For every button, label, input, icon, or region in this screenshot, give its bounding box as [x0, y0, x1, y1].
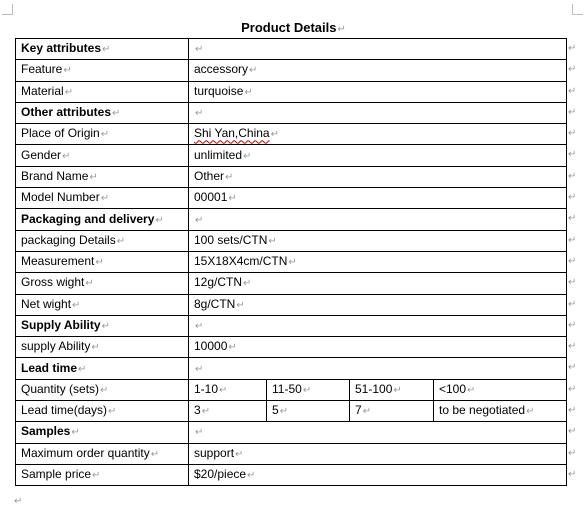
row-end-mark: ↵ — [568, 426, 577, 438]
row-value: 11-50 — [272, 381, 302, 396]
row-value-cell — [189, 379, 267, 400]
row-label: supply Ability — [21, 339, 91, 354]
row-label: Key attributes — [21, 41, 102, 56]
row-value-cell — [350, 379, 434, 400]
paragraph-mark: ↵ — [112, 108, 121, 120]
paragraph-mark: ↵ — [279, 406, 289, 418]
paragraph-mark: ↵ — [78, 363, 87, 375]
row-label: Gross wight — [21, 275, 85, 290]
paragraph-mark: ↵ — [101, 321, 110, 332]
product-details-table — [15, 38, 567, 486]
paragraph-mark: ↵ — [195, 44, 204, 56]
row-label: Packaging and delivery — [21, 211, 155, 226]
row-label-cell — [16, 379, 189, 400]
row-end-mark: ↵ — [568, 298, 577, 310]
row-value-cell — [189, 294, 567, 315]
paragraph-mark: ↵ — [270, 129, 279, 141]
row-label-cell — [16, 188, 189, 209]
row-label-cell — [16, 401, 189, 422]
section-header-row — [16, 315, 567, 336]
row-label-cell — [16, 145, 189, 166]
row-value-cell — [434, 401, 567, 422]
row-end-marks — [568, 38, 582, 485]
paragraph-mark: ↵ — [235, 448, 244, 460]
paragraph-mark: ↵ — [201, 406, 211, 418]
row-label-cell — [16, 39, 189, 60]
section-header-row — [16, 102, 567, 123]
row-value: turquoise — [194, 83, 244, 98]
paragraph-mark: ↵ — [71, 427, 80, 439]
table-row — [16, 60, 567, 81]
row-label-cell — [16, 166, 189, 187]
row-label-cell — [16, 443, 189, 464]
paragraph-mark: ↵ — [102, 44, 111, 56]
row-label-cell — [16, 124, 189, 145]
row-label: packaging Details — [21, 232, 116, 247]
row-value-cell — [189, 337, 567, 358]
row-end-mark: ↵ — [568, 319, 577, 331]
row-label: Net wight — [21, 296, 72, 311]
row-end-mark: ↵ — [568, 277, 577, 289]
paragraph-mark: ↵ — [108, 406, 117, 418]
row-label-cell — [16, 230, 189, 251]
row-label-cell — [16, 81, 189, 102]
row-value: 51-100 — [355, 381, 393, 396]
paragraph-mark: ↵ — [100, 193, 110, 205]
paragraph-mark: ↵ — [362, 406, 372, 418]
row-end-mark: ↵ — [568, 234, 577, 246]
row-value-cell — [267, 401, 350, 422]
paragraph-mark: ↵ — [195, 363, 204, 375]
table-row — [16, 124, 567, 145]
row-end-mark: ↵ — [568, 383, 577, 395]
table-row — [16, 401, 567, 422]
row-value: 00001 — [194, 190, 228, 205]
row-value: 100 sets/CTN — [194, 232, 268, 247]
row-value-cell — [189, 251, 567, 272]
row-end-mark: ↵ — [568, 43, 577, 54]
row-label: Quantity (sets) — [21, 381, 100, 396]
row-label: Measurement — [21, 254, 95, 269]
row-value-cell — [189, 188, 567, 209]
row-end-mark: ↵ — [568, 341, 577, 353]
row-end-mark: ↵ — [568, 255, 577, 267]
row-end-mark: ↵ — [568, 405, 577, 417]
row-label: Model Number — [21, 190, 100, 205]
paragraph-mark: ↵ — [219, 384, 228, 396]
row-value: unlimited — [194, 147, 243, 162]
row-value: to be negotiated — [439, 403, 526, 418]
paragraph-mark: ↵ — [155, 214, 164, 226]
paragraph-mark: ↵ — [236, 299, 245, 311]
row-label-cell — [16, 358, 189, 379]
row-value: Other — [194, 168, 225, 183]
row-value: <100 — [439, 381, 467, 396]
row-label: Supply Ability — [21, 318, 101, 332]
row-value: 5 — [272, 403, 279, 418]
row-value-cell — [189, 422, 567, 443]
paragraph-mark: ↵ — [72, 299, 81, 311]
row-end-mark: ↵ — [568, 85, 577, 97]
section-header-row — [16, 209, 567, 230]
row-end-mark: ↵ — [568, 447, 577, 459]
crop-mark-top-right — [572, 4, 583, 15]
row-value: accessory — [194, 62, 249, 77]
row-label: Feature — [21, 62, 63, 77]
row-value-cell — [189, 145, 567, 166]
row-label-cell — [16, 422, 189, 443]
paragraph-mark: ↵ — [116, 235, 126, 247]
row-label: Maximum order quantity — [21, 445, 150, 460]
paragraph-mark: ↵ — [225, 171, 234, 183]
row-value: Shi Yan,China — [194, 126, 270, 141]
table-row — [16, 464, 567, 485]
row-value-cell — [189, 124, 567, 145]
row-label-cell — [16, 60, 189, 81]
paragraph-mark: ↵ — [268, 235, 277, 247]
section-header-row — [16, 358, 567, 379]
row-end-mark: ↵ — [568, 468, 577, 480]
row-label: Gender — [21, 147, 62, 162]
row-label-cell — [16, 464, 189, 485]
title-text: Product Details — [241, 20, 337, 35]
row-end-mark: ↵ — [568, 128, 577, 140]
paragraph-mark: ↵ — [64, 86, 74, 98]
row-end-mark: ↵ — [568, 64, 577, 76]
paragraph-mark: ↵ — [95, 257, 104, 269]
section-header-row — [16, 39, 567, 60]
row-end-mark: ↵ — [568, 106, 577, 118]
paragraph-mark: ↵ — [85, 278, 94, 290]
paragraph-mark: ↵ — [195, 321, 204, 332]
paragraph-mark: ↵ — [100, 129, 110, 141]
table-row — [16, 145, 567, 166]
row-label: Samples — [21, 424, 71, 439]
row-value-cell — [189, 102, 567, 123]
paragraph-mark: ↵ — [195, 108, 204, 120]
row-end-mark: ↵ — [568, 213, 577, 225]
paragraph-mark: ↵ — [244, 86, 253, 98]
table-row — [16, 81, 567, 102]
table-row — [16, 443, 567, 464]
row-label: Lead time — [21, 360, 78, 375]
paragraph-mark: ↵ — [150, 448, 160, 460]
row-label-cell — [16, 209, 189, 230]
row-value-cell — [189, 209, 567, 230]
row-value: 3 — [194, 403, 201, 418]
crop-mark-top-left — [2, 4, 13, 15]
row-value: 10000 — [194, 339, 228, 354]
row-value: support — [194, 445, 235, 460]
paragraph-mark: ↵ — [195, 427, 204, 439]
row-value-cell — [189, 358, 567, 379]
paragraph-mark: ↵ — [63, 65, 72, 77]
row-value-cell — [189, 39, 567, 60]
table-row — [16, 379, 567, 400]
table-row — [16, 251, 567, 272]
row-value: 12g/CTN — [194, 275, 243, 290]
table-row — [16, 166, 567, 187]
row-value: $20/piece — [194, 467, 247, 482]
table-row — [16, 337, 567, 358]
row-value: 8g/CTN — [194, 296, 236, 311]
row-value-cell — [189, 401, 267, 422]
row-label-cell — [16, 273, 189, 294]
row-value-cell — [434, 379, 567, 400]
row-label-cell — [16, 337, 189, 358]
paragraph-mark: ↵ — [337, 24, 346, 35]
row-label: Place of Origin — [21, 126, 100, 141]
table-row — [16, 230, 567, 251]
paragraph-mark: ↵ — [393, 384, 402, 396]
paragraph-mark: ↵ — [243, 150, 252, 162]
row-value-cell — [189, 273, 567, 294]
row-value: 1-10 — [194, 381, 219, 396]
table-row — [16, 294, 567, 315]
row-end-mark: ↵ — [568, 192, 577, 204]
paragraph-mark: ↵ — [62, 150, 71, 162]
row-label-cell — [16, 251, 189, 272]
paragraph-mark: ↵ — [89, 171, 98, 183]
table-body — [16, 39, 567, 486]
table-row — [16, 188, 567, 209]
row-value-cell — [189, 60, 567, 81]
paragraph-mark: ↵ — [195, 214, 204, 226]
row-value-cell — [189, 81, 567, 102]
paragraph-mark: ↵ — [302, 384, 312, 396]
row-value-cell — [350, 401, 434, 422]
row-label: Other attributes — [21, 105, 112, 120]
row-value: 7 — [355, 403, 362, 418]
row-value-cell — [189, 315, 567, 336]
paragraph-mark: ↵ — [91, 342, 100, 354]
document-title — [0, 20, 587, 38]
table-row — [16, 273, 567, 294]
row-value-cell — [189, 443, 567, 464]
paragraph-mark: ↵ — [14, 496, 23, 507]
paragraph-mark: ↵ — [247, 470, 256, 482]
paragraph-mark: ↵ — [228, 342, 237, 354]
row-value-cell — [189, 230, 567, 251]
paragraph-mark: ↵ — [467, 384, 476, 396]
paragraph-mark: ↵ — [526, 406, 535, 418]
row-label: Sample price — [21, 467, 92, 482]
row-value-cell — [267, 379, 350, 400]
row-end-mark: ↵ — [568, 149, 577, 161]
section-header-row — [16, 422, 567, 443]
paragraph-mark: ↵ — [92, 470, 101, 482]
paragraph-mark: ↵ — [288, 257, 297, 269]
row-end-mark: ↵ — [568, 170, 577, 182]
row-label-cell — [16, 294, 189, 315]
row-value-cell — [189, 166, 567, 187]
row-value: 15X18X4cm/CTN — [194, 254, 288, 269]
row-end-mark: ↵ — [568, 362, 577, 374]
row-label: Brand Name — [21, 168, 89, 183]
row-label-cell — [16, 315, 189, 336]
paragraph-mark: ↵ — [228, 193, 237, 205]
row-label: Material — [21, 83, 64, 98]
row-label: Lead time(days) — [21, 403, 108, 418]
paragraph-mark: ↵ — [249, 65, 258, 77]
paragraph-mark: ↵ — [243, 278, 252, 290]
row-value-cell — [189, 464, 567, 485]
paragraph-mark: ↵ — [100, 384, 109, 396]
row-label-cell — [16, 102, 189, 123]
